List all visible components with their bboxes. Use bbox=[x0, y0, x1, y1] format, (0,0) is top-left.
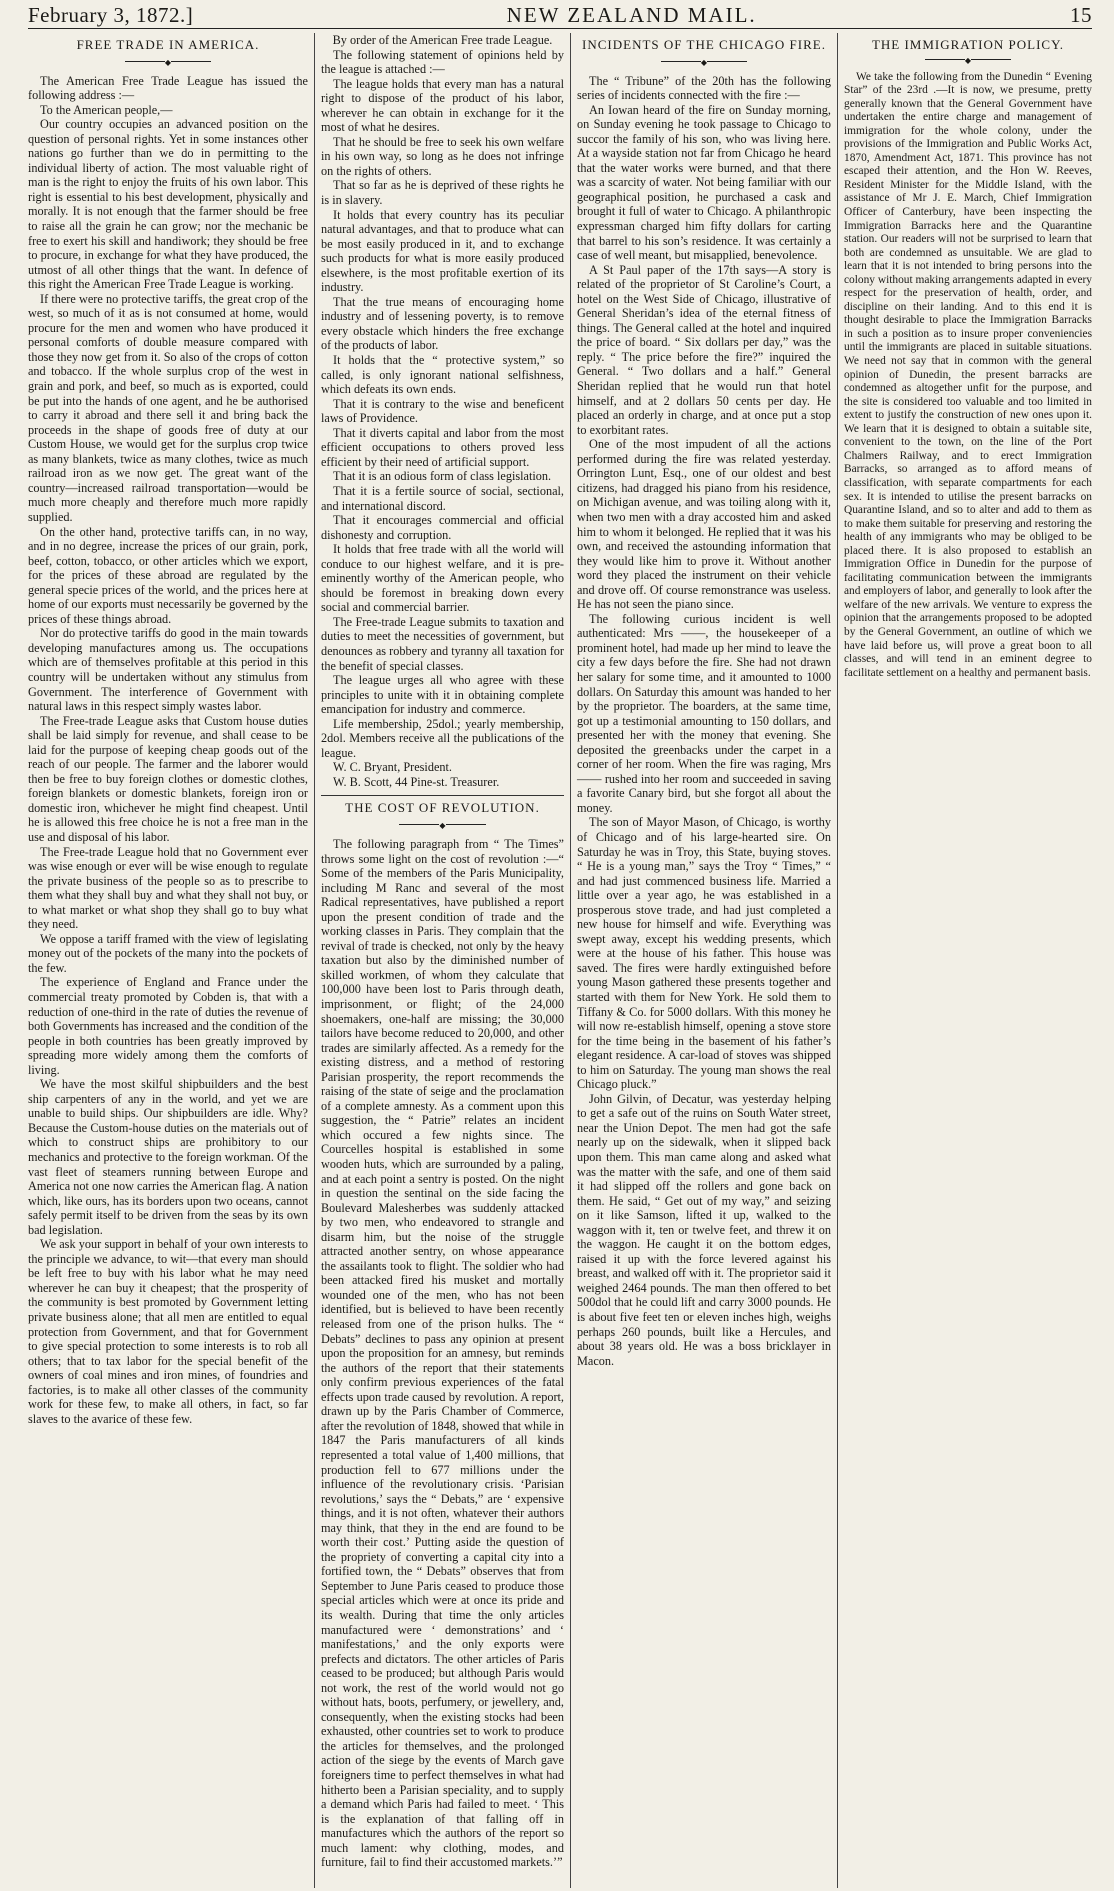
opinion: That it is a fertile source of social, sectional, and international discord. bbox=[321, 483, 564, 513]
paragraph: The Free-trade League hold that no Government ever was wise enough or ever will be wise enough to regulate the private business of the people so as to prescribe to them what they shall buy and what they shall not buy, or to what market or what shop they shall go to buy what they need. bbox=[28, 844, 308, 932]
paragraph: Our country occupies an advanced position on the question of personal rights. Yet in some instances other nations go further than we do in permitting to the individual liberty of action. The most valuable right of man is the right to enjoy the fruits of his own labor. This right is essential to his best development, physically and morally. It is not enough that the farmer should be free to raise all the grain he can grow; nor the mechanic be free to exert his skill and handiwork; they should be free to procure, in exchange for what they have produced, the utmost of all other things that the want. In defence of this right the American Free Trade League is working. bbox=[28, 117, 308, 292]
opinion: That it encourages commercial and official dishonesty and corruption. bbox=[321, 513, 564, 542]
column-1 bbox=[28, 33, 314, 1888]
opinion: That it diverts capital and labor from the most efficient occupations to others proved less efficient by their need of artificial support. bbox=[321, 425, 564, 469]
column-2 bbox=[314, 33, 570, 1888]
issue-date: February 3, 1872.] bbox=[28, 3, 194, 27]
opinion: Life membership, 25dol.; yearly membership, 2dol. Members receive all the publications of the league. bbox=[321, 716, 564, 760]
officer-treasurer: W. B. Scott, 44 Pine-st. Treasurer. bbox=[333, 774, 500, 789]
paragraph: A St Paul paper of the 17th says—A story is related of the proprietor of St Caroline’s Court, a hotel on the West Side of Chicago, illustrative of General Sheridan’s idea of the eternal fitness of things. The General called at the hotel and inquired the price of board. “ Six dollars per day,” was the reply. “ The price before the fire?” inquired the General. “ Two dollars and a half.” General Sheridan replied that he would run that hotel himself, and at 2 dollars 50 cents per day. He placed an orderly in charge, and at once put a stop to exorbitant rates. bbox=[577, 262, 831, 437]
headline-ornament: ◆ bbox=[28, 54, 308, 71]
paper-title: NEW ZEALAND MAIL. bbox=[506, 3, 757, 27]
opinion: That he should be free to seek his own welfare in his own way, so long as he does not infringe on the rights of others. bbox=[321, 134, 564, 178]
opinion: The league urges all who agree with these principles to unite with it in obtaining complete emancipation for industry and commerce. bbox=[321, 673, 564, 717]
opinion: The Free-trade League submits to taxation and duties to meet the necessities of government, but denounces as robbery and tyranny all taxation for the benefit of special classes. bbox=[321, 614, 564, 673]
headline-ornament: ◆ bbox=[844, 54, 1092, 68]
paragraph: The son of Mayor Mason, of Chicago, is worthy of Chicago and of his large-hearted sire. On Saturday he was in Troy, this State, buying stoves. “ He is a young man,” says the Troy “ Times,” “ and had just commenced business life. Married a little over a year ago, he was established in a prosperous stove trade, and had just completed a new house for himself and wife. Everything was swept away, except his wedding presents, which were at the house of his father. This house was saved. The fires were hardly extinguished before young Mason gathered these presents together and started with them for New York. He sold them to Tiffany & Co. for 5000 dollars. With this money he will now re-establish himself, opening a stove store for the time being in the basement of his father’s elegant residence. A car-load of stoves was shipped to him on Saturday. The young man shows the real Chicago pluck.” bbox=[577, 815, 831, 1092]
opinion: That it is an odious form of class legislation. bbox=[333, 469, 552, 484]
headline-ornament: ◆ bbox=[577, 54, 831, 71]
paragraph: The Free-trade League asks that Custom house duties shall be laid simply for revenue, and shall cease to be laid for the purpose of keeping cheap goods out of the reach of our people. The farmer and the laborer would then be free to buy foreign clothes or domestic clothes, foreign blankets or domestic blankets, foreign iron or domestic iron, whichever he might find cheapest. Until he is allowed this free choice he is not a free man in the use and disposal of his labor. bbox=[28, 713, 308, 844]
paragraph: The following statement of opinions held by the league is attached :— bbox=[321, 47, 564, 77]
masthead bbox=[28, 0, 1092, 29]
paragraph: The American Free Trade League has issued the following address :— bbox=[28, 73, 308, 103]
headline-ornament: ◆ bbox=[321, 817, 564, 834]
headline-chicago-fire: INCIDENTS OF THE CHICAGO FIRE. bbox=[582, 37, 826, 52]
paragraph: We oppose a tariff framed with the view of legislating money out of the pockets of the many into the pockets of the few. bbox=[28, 931, 308, 975]
column-3 bbox=[570, 33, 837, 1888]
paragraph: We have the most skilful shipbuilders and the best ship carpenters of any in the world, and yet we are unable to build ships. Our shipbuilders are idle. Why? Because the Custom-house duties on the materials out of which to construct ships are prohibitory to our mechanics and protective to the foreign workman. Of the vast fleet of steamers running between Europe and America not one now carries the American flag. A nation which, like ours, has its borders upon two oceans, cannot safely permit itself to be driven from the seas by its own bad legislation. bbox=[28, 1077, 308, 1237]
paragraph: We take the following from the Dunedin “ Evening Star” of the 23rd .—It is now, we presume, pretty generally known that the General Government have undertaken the entire charge and management of immigration for the whole colony, under the provisions of the Immigration and Public Works Act, 1870, Amendment Act, 1871. This province has not escaped their attention, and the Hon W. Reeves, Resident Minister for the Middle Island, with the assistance of Mr J. E. March, Chief Immigration Officer of Canterbury, have been inspecting the Immigration Barracks here and the Quarantine station. Our readers will not be surprised to learn that both are condemned as unsuitable. We are glad to learn that it is not intended to bring persons into the colony without making arrangements adapted in every respect for the preservation of health, order, and discipline on their landing. And to this end it is thought desirable to place the Immigration Barracks in such a position as to insure proper conveniencies until the immigrants are placed in suitable situations. We need not say that in common with the general opinion of Dunedin, the present barracks are condemned as altogether unfit for the purpose, and the site is considered too valuable and too limited in extent to justify the construction of new ones upon it. We learn that it is designed to obtain a suitable site, convenient to the town, on the line of the Port Chalmers Railway, and to erect Immigration Barracks, so arranged as to afford means of classification, with separate compartments for each sex. It is intended to utilise the present barracks on Quarantine Island, and so to alter and add to them as to make them suitable for preserving and restoring the health of any immigrants who may be obliged to be placed there. It is also proposed to establish an Immigration Office in Dunedin for the purpose of facilitating communication between the immigrants and employers of labor, and generally to look after the welfare of the new arrivals. We venture to express the opinion that the arrangements proposed to be adopted by the General Government, an outline of which we have laid before us, will prove a great boon to all classes, and will tend in an eminent degree to facilitate settlement on a healthy and permanent basis. bbox=[844, 70, 1092, 679]
paragraph: If there were no protective tariffs, the great crop of the west, so much of it as is not consumed at home, would procure for the men and women who have produced it personal comforts of double measure compared with those they now get from it. So also of the crops of cotton and tobacco. If the whole surplus crop of the west in grain and pork, and beef, so much as is exported, could be put into the hands of one agent, and he be authorised to carry it abroad and there sell it and bring back the proceeds in the shape of goods free of duty at our Custom House, we would get for the surplus crop twice as many blankets, twice as many clothes, twice as much railroad iron as we now get. The great want of the country—increased railroad transportation—would be much more cheaply and therefore much more rapidly supplied. bbox=[28, 291, 308, 524]
paragraph: To the American people,— bbox=[40, 102, 173, 117]
opinion: That the true means of encouraging home industry and of lessening poverty, is to remove every obstacle which hinders the free exchange of the products of labor. bbox=[321, 294, 564, 353]
headline-cost-of-revolution: THE COST OF REVOLUTION. bbox=[345, 800, 540, 816]
opinion: That it is contrary to the wise and beneficent laws of Providence. bbox=[321, 396, 564, 426]
paragraph: The experience of England and France under the commercial treaty promoted by Cobden is, that with a reduction of one-third in the rate of duties the revenue of both Governments has increased and the condition of the people in both countries has been greatly improved by spreading more widely among them the comforts of living. bbox=[28, 975, 308, 1077]
opinion: The league holds that every man has a natural right to dispose of the product of his labor, wherever he can obtain in exchange for it the most of what he desires. bbox=[321, 76, 564, 135]
paragraph: We ask your support in behalf of your own interests to the principle we advance, to wit—that every man should be left free to buy with his labor what he may need wherever he can buy it cheapest; that the prosperity of the community is best promoted by Government letting private business alone; that all men are entitled to equal protection from Government, and that for Government to give special protection to some interests is to rob all others; that to tax labor for the special benefit of the owners of coal mines and iron mines, of foundries and factories, is to make all other classes of the community work for these few, to make all others, in fact, so far slaves to the avarice of these few. bbox=[28, 1237, 308, 1426]
paragraph: One of the most impudent of all the actions performed during the fire was related yesterday. Orrington Lunt, Esq., one of our oldest and best citizens, had dragged his piano from his residence, on Michigan avenue, and was toiling along with it, when two men with a dray accosted him and asked him to whom it belonged. He replied that it was his own, and received the astounding information that they would like him to prove it. Without another word they placed the instrument on their vehicle and drove off. Of course remonstrance was useless. He has not seen the piano since. bbox=[577, 437, 831, 612]
paragraph: On the other hand, protective tariffs can, in no way, and in no degree, increase the prices of our grain, pork, beef, cotton, tobacco, or other articles which we export, for the prices of these abroad are regulated by the general specie prices of the world, and the prices here at home of our exports must necessarily be governed by the prices of these things abroad. bbox=[28, 524, 308, 626]
paragraph: John Gilvin, of Decatur, was yesterday helping to get a safe out of the ruins on South Water street, near the Union Depot. The men had got the safe nearly up on the sidewalk, when it slipped back upon them. This man came along and asked what was the matter with the safe, and one of them said it had slipped off the rollers and gone back on them. He said, “ Get out of my way,” and seizing on it like Samson, lifted it up, walked to the waggon with it, ten or twelve feet, and threw it on the waggon. He caught it on the bottom edges, raised it up with the force levered against his breast, and walked off with it. The proprietor said it weighed 2464 pounds. The man then offered to bet 500dol that he could lift and carry 3000 pounds. He is about five feet ten or eleven inches high, weighs perhaps 260 pounds, built like a Hercules, and about 38 years old. He was a boss bricklayer in Macon. bbox=[577, 1091, 831, 1368]
opinion: It holds that free trade with all the world will conduce to our highest welfare, and it is pre-eminently worthy of the American people, who should be foremost in breaking down every social and commercial barrier. bbox=[321, 542, 564, 615]
article-divider bbox=[321, 795, 564, 796]
paragraph: An Iowan heard of the fire on Sunday morning, on Sunday evening he took passage to Chicago to succor the family of his son, who was living here. At a wayside station not far from Chicago he heard that the water works were burned, and that there was a scarcity of water. Not being familiar with our geographical position, he purchased a cask and brought it full of water to Chicago. A philanthropic expressman charged him fifty dollars for carting that barrel to his son’s residence. It was certainly a case of well meant, but misapplied, benevolence. bbox=[577, 102, 831, 263]
sign-off: By order of the American Free trade League. bbox=[332, 33, 553, 47]
paragraph: The following curious incident is well authenticated: Mrs ——, the housekeeper of a prominent hotel, had made up her mind to leave the city a few days before the fire. She had not drawn her salary for some time, and it amounted to 1000 dollars. On Saturday this amount was handed to her by the proprietor. The boarders, at the same time, got up a testimonial amounting to 150 dollars, and presented her with the money that evening. She deposited the greenbacks under the carpet in a corner of her room. When the fire was raging, Mrs —— rushed into her room and succeeded in saving a favorite Canary bird, but she forgot all about the money. bbox=[577, 611, 831, 815]
paragraph: Nor do protective tariffs do good in the main towards developing manufactures among us. The occupations which are of themselves profitable at this period in this country will be undertaken without any stimulus from Government. The interference of Government with natural laws in this respect simply wastes labor. bbox=[28, 626, 308, 714]
column-4 bbox=[837, 33, 1092, 1888]
headline-immigration-policy: THE IMMIGRATION POLICY. bbox=[871, 37, 1065, 52]
columns bbox=[28, 29, 1092, 1888]
paragraph: The “ Tribune” of the 20th has the following series of incidents connected with the fire :— bbox=[577, 73, 831, 103]
opinion: It holds that the “ protective system,” so called, is only ignorant national selfishness, which defeats its own ends. bbox=[321, 353, 564, 397]
page-number: 15 bbox=[1070, 3, 1092, 27]
opinion: That so far as he is deprived of these rights he is in slavery. bbox=[321, 178, 564, 208]
opinion: It holds that every country has its peculiar natural advantages, and that to produce what can be most easily produced in it, and to exchange such products for what is more easily produced elsewhere, is the most profitable exertion of its industry. bbox=[321, 207, 564, 295]
officer-president: W. C. Bryant, President. bbox=[333, 760, 452, 775]
paragraph: The following paragraph from “ The Times” throws some light on the cost of revolution :—“ Some of the members of the Paris Municipality, including M Ranc and several of the most Radical representatives, have published a report upon the present condition of trade and the working classes in Paris. They complain that the revival of trade is checked, not only by the heavy taxation but also by the diminished number of skilled workmen, of whom they calculate that 100,000 have been lost to Paris through death, imprisonment, or flight; of the 24,000 shoemakers, one-half are missing; the 30,000 tailors have become reduced to 20,000, and other trades are similarly affected. As a remedy for the existing distress, and a method of restoring Parisian prosperity, the report recommends the raising of the state of seige and the proclamation of a complete amnesty. As a comment upon this suggestion, the “ Patrie” relates an incident which occured a few nights since. The Courcelles hospital is established in some wooden huts, which are surrounded by a paling, and at each point a sentry is posted. On the night in question the sentinal on the side facing the Boulevard Malesherbes was suddenly attacked by two men, who endeavored to strangle and disarm him, but the noise of the struggle attracted another sentry, on whose appearance the assailants took to flight. The soldier who had been attacked fired his musket and mortally wounded one of the men, who has not been identified, but is believed to have been recently released from one of the prison hulks. The “ Debats” declines to pass any opinion at present upon the proposition for an amnesy, but reminds the authors of the report that their statements only confirm previous experiences of the fatal effects upon trade caused by revolution. A report, drawn up by the Paris Chamber of Commerce, after the revolution of 1848, showed that while in 1847 the Paris manufacturers of all kinds represented a total value of 1,400 millions, that production fell to 677 millions under the influence of the revolutionary crisis. ‘Parisian revolutions,’ says the “ Debats,” are ‘ expensive things, and it is not often, whatever their authors may think, that they in the end are found to be worth their cost.’ Putting aside the question of the propriety of converting a capital city into a fortified town, the “ Debats” observes that from September to June Paris ceased to produce those special articles which were at once its pride and its wealth. During that time the only articles manufactured were ‘ demonstrations’ and ‘ manifestations,’ and the only exports were prefects and dictators. The other articles of Paris ceased to be produced; but although Paris would not work, the rest of the world would not go without hats, boots, perfumery, or jewellery, and, consequently, when the existing stocks had been exhausted, other countries set to work to produce the articles for themselves, and the prolonged action of the siege by the events of March gave foreigners time to perfect themselves in what had hitherto been a Parisian speciality, and to supply a demand which Paris had failed to meet. ‘ This is the explanation of that falling off in manufactures which the authors of the report so much lament: why clothing, modes, and furniture, fail to find their accustomed markets.’” bbox=[321, 836, 564, 1870]
headline-free-trade: FREE TRADE IN AMERICA. bbox=[76, 37, 260, 52]
